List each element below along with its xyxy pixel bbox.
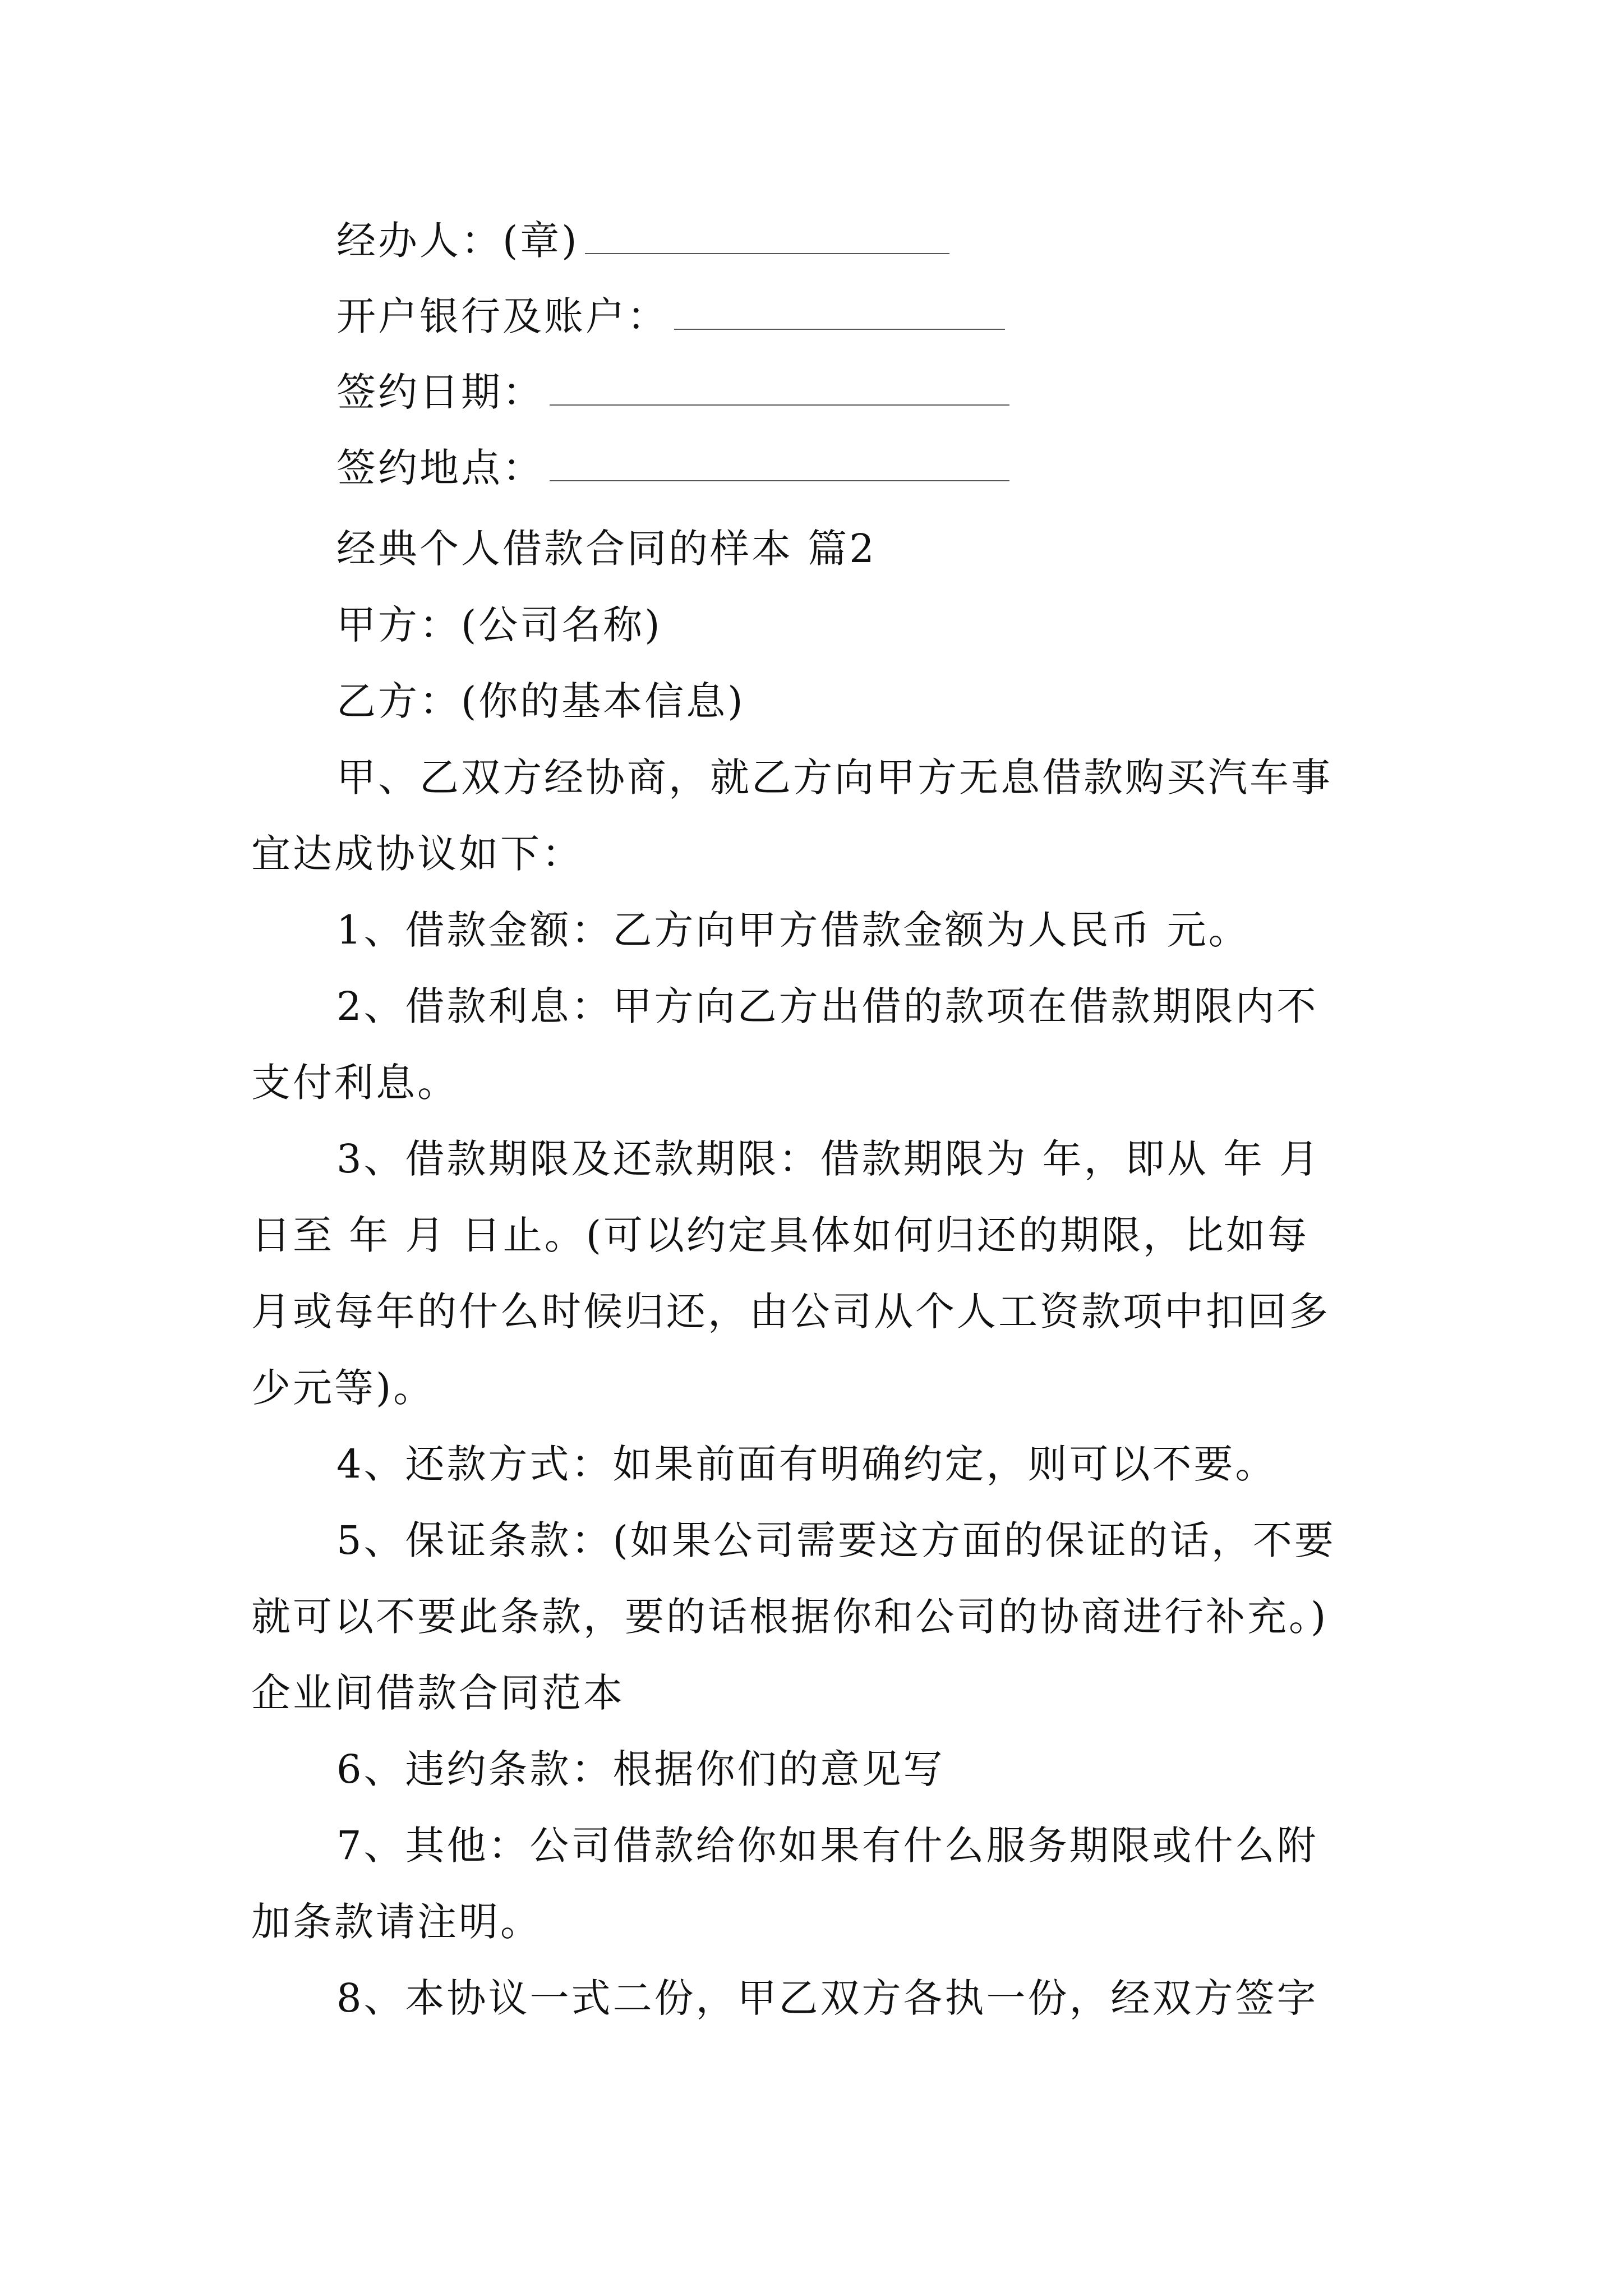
clause-5-line-1: 5、保证条款：(如果公司需要这方面的保证的话，不要 bbox=[336, 1517, 1336, 1563]
field-handler-blank bbox=[585, 220, 949, 254]
clause-4-line-1: 4、还款方式：如果前面有明确约定，则可以不要。 bbox=[336, 1441, 1277, 1487]
field-sign-date bbox=[336, 366, 1475, 418]
field-handler-label: 经办人：(章) bbox=[336, 218, 579, 264]
field-sign-place-blank bbox=[550, 448, 1009, 481]
clause-5-line-2: 就可以不要此条款，要的话根据你和公司的协商进行补充。) bbox=[251, 1594, 1329, 1640]
clause-3-line-3: 月或每年的什么时候归还，由公司从个人工资款项中扣回多 bbox=[251, 1289, 1330, 1335]
clause-5-line-3: 企业间借款合同范本 bbox=[251, 1670, 625, 1716]
paragraph-intro-line-1: 甲、乙双方经协商，就乙方向甲方无息借款购买汽车事 bbox=[336, 754, 1332, 800]
field-sign-place-label: 签约地点： bbox=[336, 445, 544, 491]
clause-8-line-1: 8、本协议一式二份，甲乙双方各执一份，经双方签字 bbox=[336, 1975, 1318, 2021]
clause-3-line-1: 3、借款期限及还款期限：借款期限为 年，即从 年 月 bbox=[336, 1136, 1321, 1182]
paragraph-intro-line-2: 宜达成协议如下： bbox=[251, 831, 583, 877]
clause-7-line-2: 加条款请注明。 bbox=[251, 1899, 542, 1945]
field-bank-account bbox=[336, 291, 1475, 342]
field-sign-place bbox=[336, 442, 1475, 494]
field-sign-date-blank bbox=[550, 372, 1009, 406]
section-heading: 经典个人借款合同的样本 篇2 bbox=[336, 526, 877, 572]
clause-1-line-1: 1、借款金额：乙方向甲方借款金额为人民币 元。 bbox=[336, 907, 1250, 953]
field-sign-date-label: 签约日期： bbox=[336, 369, 544, 415]
field-bank-account-blank bbox=[674, 296, 1005, 330]
clause-2-line-2: 支付利息。 bbox=[251, 1060, 459, 1106]
clause-6-line-1: 6、违约条款：根据你们的意见写 bbox=[336, 1746, 945, 1792]
clause-3-line-4: 少元等)。 bbox=[251, 1365, 435, 1411]
clause-7-line-1: 7、其他：公司借款给你如果有什么服务期限或什么附 bbox=[336, 1823, 1318, 1869]
field-bank-account-label: 开户银行及账户： bbox=[336, 293, 668, 339]
party-a: 甲方：(公司名称) bbox=[336, 602, 662, 648]
party-b: 乙方：(你的基本信息) bbox=[336, 678, 745, 724]
field-handler bbox=[336, 215, 1475, 266]
clause-3-line-2: 日至 年 月 日止。(可以约定具体如何归还的期限，比如每 bbox=[251, 1212, 1310, 1258]
clause-2-line-1: 2、借款利息：甲方向乙方出借的款项在借款期限内不 bbox=[336, 983, 1318, 1029]
